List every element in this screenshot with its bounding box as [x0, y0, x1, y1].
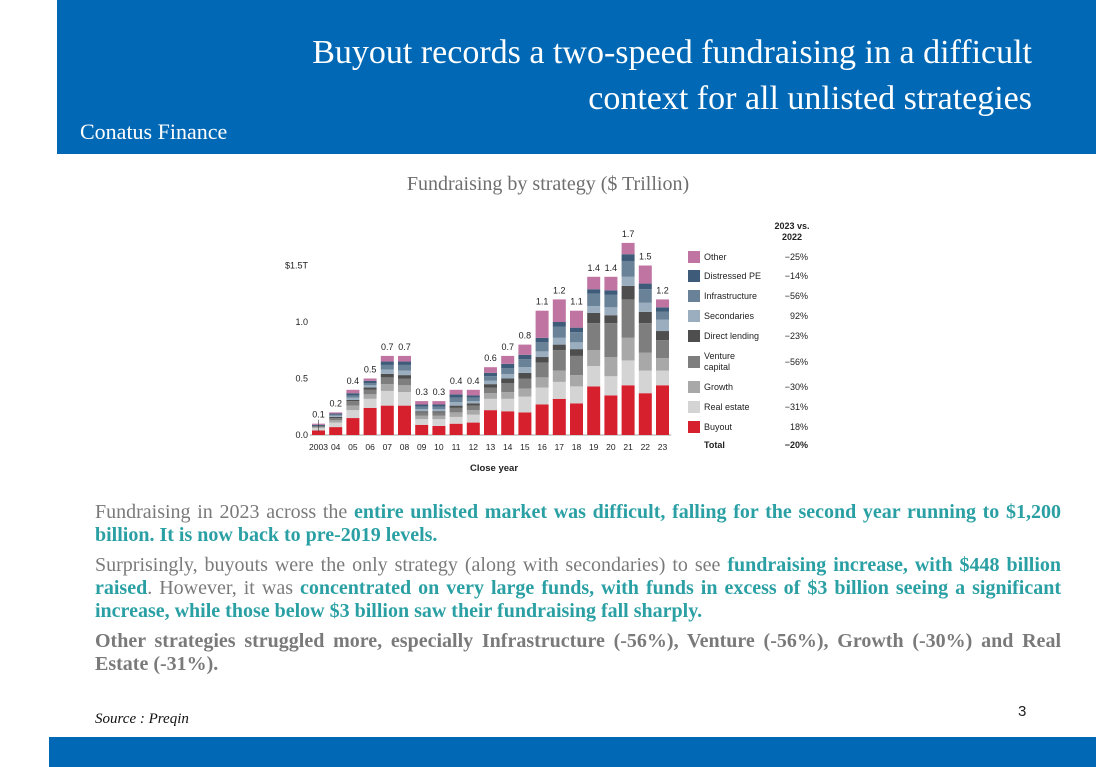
- bar-total-label: 1.1: [570, 296, 583, 307]
- bar-segment-venture-capital: [415, 412, 428, 415]
- bar-segment-direct-lending: [518, 373, 531, 379]
- bar-segment-venture-capital: [587, 323, 600, 350]
- bar-segment-buyout: [570, 403, 583, 435]
- bar-segment-other: [604, 277, 617, 291]
- bar-segment-secondaries: [604, 307, 617, 315]
- x-tick-label: 23: [657, 442, 668, 452]
- bar-segment-real-estate: [518, 397, 531, 413]
- bar-total-label: 0.3: [415, 387, 428, 398]
- slide-title: [172, 30, 1032, 122]
- bar-segment-buyout: [604, 395, 617, 435]
- bar-segment-infrastructure: [656, 312, 669, 320]
- bar-segment-venture-capital: [570, 356, 583, 375]
- bar-segment-direct-lending: [553, 345, 566, 351]
- bar-segment-other: [587, 277, 600, 289]
- bar-segment-buyout: [553, 399, 566, 435]
- bar-segment-other: [639, 266, 652, 284]
- legend-label: Infrastructure: [704, 291, 758, 301]
- bar-segment-growth: [518, 389, 531, 397]
- bar-segment-secondaries: [381, 369, 394, 374]
- bar-segment-real-estate: [656, 371, 669, 386]
- bar-segment-distressed-pe: [622, 254, 635, 261]
- bar-segment-secondaries: [518, 367, 531, 373]
- bar-segment-secondaries: [450, 402, 463, 405]
- bar-segment-growth: [604, 357, 617, 376]
- bar-segment-distressed-pe: [346, 393, 359, 395]
- bar-segment-venture-capital: [484, 388, 497, 394]
- y-tick-label: $1.5T: [284, 260, 308, 271]
- bar-segment-secondaries: [415, 409, 428, 411]
- bar-segment-infrastructure: [484, 376, 497, 381]
- p2-highlight-b: concentrated on very large funds, with funds in excess of $3 billion seeing a significant increase, while those below $3 billion saw their fundraising fall sharply.: [95, 577, 1061, 622]
- bar-segment-infrastructure: [518, 359, 531, 367]
- bar-total-label: 0.4: [346, 375, 360, 386]
- bar-segment-secondaries: [553, 338, 566, 345]
- bar-segment-infrastructure: [604, 295, 617, 307]
- bar-segment-venture-capital: [381, 377, 394, 384]
- bar-segment-direct-lending: [432, 411, 445, 412]
- bar-segment-distressed-pe: [381, 362, 394, 365]
- bar-segment-distressed-pe: [587, 289, 600, 294]
- paragraph-1: [95, 501, 1061, 547]
- bar-segment-other: [622, 243, 635, 254]
- x-tick-label: 14: [502, 442, 513, 452]
- bar-segment-other: [501, 356, 514, 364]
- bar-total-label: 0.7: [398, 341, 411, 352]
- legend-swatch: [688, 421, 700, 433]
- x-tick-label: 04: [330, 442, 341, 452]
- bar-segment-direct-lending: [587, 313, 600, 323]
- bar-segment-growth: [553, 371, 566, 382]
- bar-segment-other: [570, 311, 583, 328]
- bar-segment-direct-lending: [570, 349, 583, 356]
- p2-text-b: . However, it was: [147, 577, 300, 599]
- bar-segment-distressed-pe: [364, 381, 377, 383]
- bar-segment-secondaries: [346, 398, 359, 400]
- bar-segment-other: [656, 299, 669, 307]
- bar-segment-buyout: [467, 423, 480, 435]
- bar-segment-secondaries: [622, 277, 635, 286]
- bar-total-label: 1.2: [656, 285, 669, 296]
- bar-segment-real-estate: [604, 376, 617, 395]
- bar-segment-growth: [467, 410, 480, 415]
- bar-segment-buyout: [622, 385, 635, 435]
- bar-segment-direct-lending: [639, 312, 652, 323]
- x-tick-label: 20: [606, 442, 616, 452]
- y-tick-label: 0.0: [295, 430, 308, 440]
- bar-segment-buyout: [501, 411, 514, 435]
- bar-segment-growth: [346, 406, 359, 411]
- bar-segment-growth: [639, 353, 652, 371]
- bar-segment-other: [432, 401, 445, 404]
- legend-label: Venture: [704, 351, 736, 361]
- legend-swatch: [688, 330, 700, 342]
- bar-total-label: 0.7: [381, 341, 394, 352]
- bar-segment-secondaries: [432, 409, 445, 411]
- x-tick-label: 05: [348, 442, 358, 452]
- bar-segment-other: [329, 412, 342, 413]
- bar-segment-real-estate: [329, 423, 342, 428]
- bar-segment-distressed-pe: [398, 362, 411, 365]
- legend-swatch: [688, 270, 700, 282]
- bar-segment-venture-capital: [398, 379, 411, 386]
- bar-segment-distressed-pe: [656, 307, 669, 312]
- bar-segment-growth: [570, 375, 583, 386]
- bar-segment-secondaries: [329, 416, 342, 417]
- bar-segment-other: [346, 390, 359, 393]
- bar-segment-secondaries: [467, 401, 480, 403]
- chart-title: Fundraising by strategy ($ Trillion): [406, 173, 690, 195]
- x-tick-label: 09: [416, 442, 427, 452]
- legend-change: 92%: [789, 311, 808, 321]
- bar-segment-distressed-pe: [639, 284, 652, 290]
- bar-segment-buyout: [518, 412, 531, 435]
- bar-segment-venture-capital: [450, 408, 463, 413]
- legend-swatch: [688, 401, 700, 413]
- bar-segment-buyout: [450, 424, 463, 435]
- fundraising-chart: [270, 210, 840, 480]
- bar-segment-buyout: [484, 410, 497, 435]
- source-note: Source : Preqin: [95, 711, 189, 727]
- bar-total-label: 1.1: [535, 296, 549, 307]
- bar-segment-direct-lending: [467, 403, 480, 405]
- bar-segment-growth: [622, 338, 635, 361]
- bar-segment-distressed-pe: [570, 328, 583, 333]
- bar-segment-buyout: [587, 386, 600, 435]
- bar-segment-venture-capital: [346, 401, 359, 406]
- bar-segment-venture-capital: [364, 390, 377, 395]
- bar-segment-real-estate: [432, 419, 445, 426]
- bar-segment-real-estate: [467, 415, 480, 423]
- bar-segment-growth: [484, 393, 497, 399]
- bar-segment-venture-capital: [553, 350, 566, 370]
- bar-segment-distressed-pe: [604, 290, 617, 295]
- bar-segment-venture-capital: [622, 299, 635, 337]
- x-tick-label: 07: [382, 442, 393, 452]
- y-tick-label: 0.5: [295, 373, 308, 384]
- p2-text-a: Surprisingly, buyouts were the only strategy (along with secondaries) to see: [95, 554, 728, 576]
- bar-segment-direct-lending: [329, 417, 342, 418]
- bar-segment-real-estate: [536, 388, 549, 405]
- bar-segment-secondaries: [364, 385, 377, 387]
- bar-segment-real-estate: [587, 366, 600, 386]
- bar-segment-other: [415, 401, 428, 404]
- bar-segment-infrastructure: [364, 383, 377, 385]
- paragraph-2: [95, 554, 1061, 623]
- bar-segment-growth: [329, 420, 342, 422]
- bar-segment-venture-capital: [501, 383, 514, 392]
- bar-segment-secondaries: [398, 371, 411, 376]
- bar-segment-real-estate: [364, 399, 377, 408]
- bar-segment-infrastructure: [415, 407, 428, 409]
- bar-segment-venture-capital: [329, 418, 342, 420]
- paragraph-3: [95, 630, 1061, 676]
- bar-segment-distressed-pe: [450, 394, 463, 397]
- bar-segment-real-estate: [415, 419, 428, 425]
- bar-segment-secondaries: [536, 351, 549, 357]
- body-text: [95, 501, 1061, 683]
- bar-segment-secondaries: [587, 306, 600, 313]
- footer-bar: [49, 737, 1096, 767]
- bar-segment-distressed-pe: [432, 404, 445, 406]
- bar-segment-direct-lending: [381, 374, 394, 377]
- bar-total-label: 0.7: [501, 341, 514, 352]
- bar-segment-secondaries: [570, 342, 583, 349]
- y-tick-label: 1.0: [295, 317, 308, 327]
- x-tick-label: 16: [537, 442, 547, 452]
- bar-segment-real-estate: [639, 371, 652, 394]
- bar-total-label: 0.1: [312, 409, 325, 420]
- slide-title-line-1: Buyout records a two-speed fundraising in a difficult: [312, 34, 1032, 71]
- legend-label: Distressed PE: [704, 271, 762, 281]
- x-axis-title: Close year: [469, 463, 519, 474]
- legend-label: Buyout: [704, 422, 733, 432]
- bar-segment-secondaries: [484, 381, 497, 384]
- bar-segment-other: [450, 390, 463, 395]
- legend-swatch: [688, 310, 700, 322]
- bar-segment-other: [518, 345, 531, 355]
- bar-segment-growth: [364, 394, 377, 399]
- bar-segment-secondaries: [501, 374, 514, 379]
- bar-segment-infrastructure: [398, 365, 411, 371]
- bar-segment-infrastructure: [536, 342, 549, 351]
- bar-segment-buyout: [536, 404, 549, 435]
- p1-highlight: entire unlisted market was difficult, falling for the second year running to $1,200 billion. It is now back to pre-2019 levels.: [95, 501, 1061, 546]
- bar-segment-buyout: [432, 426, 445, 435]
- bar-total-label: 1.4: [604, 262, 618, 273]
- x-tick-label: 10: [434, 442, 444, 452]
- legend-change: −25%: [784, 252, 808, 262]
- legend-label: Other: [704, 252, 727, 262]
- bar-segment-growth: [415, 416, 428, 419]
- legend-change: −14%: [784, 271, 808, 281]
- x-tick-label: 21: [623, 442, 633, 452]
- bar-segment-infrastructure: [346, 395, 359, 397]
- bar-segment-growth: [501, 392, 514, 399]
- legend-label: Secondaries: [704, 311, 755, 321]
- x-tick-label: 15: [520, 442, 530, 452]
- legend-swatch: [688, 290, 700, 302]
- legend-change: −56%: [784, 291, 808, 301]
- bar-total-label: 0.4: [467, 375, 480, 386]
- bar-total-label: 0.6: [484, 353, 497, 364]
- p2-highlight-a: fundraising increase, with $448 billion raised: [95, 554, 1061, 599]
- bar-segment-buyout: [656, 385, 669, 435]
- bar-segment-venture-capital: [656, 340, 669, 358]
- x-tick-label: 2003: [309, 442, 328, 452]
- bar-total-label: 0.8: [518, 330, 532, 341]
- bar-segment-infrastructure: [622, 261, 635, 277]
- bar-segment-buyout: [364, 408, 377, 435]
- bar-segment-secondaries: [656, 320, 669, 331]
- bar-segment-direct-lending: [364, 388, 377, 390]
- bar-segment-real-estate: [553, 382, 566, 399]
- bar-segment-direct-lending: [501, 379, 514, 384]
- bar-total-label: 0.5: [363, 364, 377, 375]
- bar-total-label: 1.4: [587, 262, 600, 273]
- bar-segment-venture-capital: [467, 406, 480, 411]
- x-tick-label: 13: [485, 442, 496, 452]
- bar-segment-direct-lending: [604, 315, 617, 323]
- bar-segment-growth: [432, 416, 445, 419]
- bar-segment-distressed-pe: [501, 364, 514, 369]
- bar-segment-growth: [536, 377, 549, 387]
- bar-total-label: 0.2: [329, 398, 342, 409]
- bar-total-label: 0.4: [449, 375, 463, 386]
- legend-total-change: −20%: [784, 440, 808, 450]
- bar-segment-distressed-pe: [484, 373, 497, 376]
- bar-segment-direct-lending: [484, 384, 497, 387]
- bar-segment-infrastructure: [639, 289, 652, 303]
- bar-segment-infrastructure: [329, 415, 342, 416]
- bar-segment-buyout: [381, 406, 394, 435]
- bar-segment-other: [398, 356, 411, 362]
- legend-header-line-1: 2023 vs.: [774, 221, 810, 231]
- bar-segment-buyout: [398, 406, 411, 435]
- legend-change: 18%: [789, 422, 808, 432]
- legend-change: −56%: [784, 357, 808, 367]
- bar-segment-direct-lending: [398, 375, 411, 378]
- legend-change: −31%: [784, 402, 808, 412]
- bar-segment-direct-lending: [450, 406, 463, 408]
- bar-segment-buyout: [639, 393, 652, 435]
- p3-text: Other strategies struggled more, especially Infrastructure (-56%), Venture (-56%), Growth (-30%) and Real Estate (-31%).: [95, 630, 1061, 675]
- bar-segment-other: [553, 299, 566, 322]
- legend-label: capital: [704, 362, 731, 372]
- bar-segment-direct-lending: [656, 331, 669, 340]
- bar-segment-distressed-pe: [467, 395, 480, 397]
- x-tick-label: 19: [588, 442, 599, 452]
- bar-segment-distressed-pe: [329, 414, 342, 415]
- bar-segment-venture-capital: [518, 379, 531, 389]
- bar-segment-direct-lending: [346, 400, 359, 401]
- brand-name: Conatus Finance: [80, 119, 228, 144]
- bar-segment-infrastructure: [501, 368, 514, 374]
- x-tick-label: 06: [365, 442, 375, 452]
- bar-total-label: 1.2: [553, 285, 566, 296]
- bar-segment-other: [467, 390, 480, 396]
- legend-swatch: [688, 251, 700, 263]
- p1-text: Fundraising in 2023 across the: [95, 501, 354, 523]
- bar-segment-buyout: [329, 427, 342, 435]
- bar-segment-direct-lending: [415, 411, 428, 412]
- x-tick-label: 11: [451, 442, 461, 452]
- legend-swatch: [688, 356, 700, 368]
- legend-label: Growth: [704, 382, 734, 392]
- header-banner: [57, 0, 1096, 154]
- bar-segment-real-estate: [622, 360, 635, 385]
- x-tick-label: 18: [571, 442, 582, 452]
- bar-segment-real-estate: [570, 386, 583, 403]
- bar-segment-venture-capital: [432, 412, 445, 415]
- bar-segment-distressed-pe: [415, 404, 428, 406]
- bar-segment-growth: [450, 412, 463, 417]
- x-tick-label: 22: [640, 442, 651, 452]
- bar-segment-venture-capital: [639, 323, 652, 352]
- bar-segment-real-estate: [484, 399, 497, 410]
- x-tick-label: 08: [399, 442, 410, 452]
- legend-change: −30%: [784, 382, 808, 392]
- bar-segment-other: [536, 311, 549, 338]
- legend-change: −23%: [784, 331, 808, 341]
- legend-swatch: [688, 381, 700, 393]
- bar-segment-growth: [656, 358, 669, 370]
- bar-segment-venture-capital: [536, 363, 549, 378]
- slide-title-line-2: context for all unlisted strategies: [588, 80, 1032, 117]
- bar-segment-real-estate: [381, 391, 394, 406]
- bar-total-label: 1.7: [621, 228, 635, 239]
- page-number: 3: [1018, 703, 1027, 720]
- bar-segment-distressed-pe: [518, 355, 531, 360]
- legend-total-label: Total: [704, 440, 725, 450]
- bar-segment-infrastructure: [432, 407, 445, 409]
- bar-segment-other: [484, 367, 497, 373]
- bar-segment-infrastructure: [587, 294, 600, 306]
- bar-segment-direct-lending: [622, 286, 635, 300]
- bar-segment-growth: [381, 384, 394, 391]
- bar-segment-infrastructure: [553, 327, 566, 338]
- bar-total-label: 1.5: [639, 251, 652, 262]
- bar-segment-secondaries: [639, 303, 652, 312]
- bar-segment-other: [364, 379, 377, 381]
- legend-label: Real estate: [704, 402, 750, 412]
- bar-segment-real-estate: [346, 410, 359, 418]
- bar-segment-direct-lending: [536, 357, 549, 363]
- bar-total-label: 0.3: [432, 387, 446, 398]
- bar-segment-growth: [587, 350, 600, 366]
- bar-segment-venture-capital: [604, 323, 617, 357]
- bar-segment-growth: [398, 385, 411, 392]
- bar-segment-buyout: [346, 418, 359, 435]
- bar-segment-other: [381, 356, 394, 362]
- bar-segment-infrastructure: [570, 332, 583, 342]
- bar-segment-infrastructure: [381, 365, 394, 370]
- x-tick-label: 12: [468, 442, 479, 452]
- bar-segment-infrastructure: [450, 398, 463, 403]
- bar-segment-distressed-pe: [553, 322, 566, 327]
- x-tick-label: 17: [554, 442, 565, 452]
- bar-segment-infrastructure: [467, 398, 480, 401]
- bar-segment-buyout: [415, 425, 428, 435]
- bar-segment-real-estate: [501, 399, 514, 411]
- bar-segment-real-estate: [398, 392, 411, 406]
- legend-header-line-2: 2022: [781, 232, 803, 242]
- legend-label: Direct lending: [704, 331, 760, 341]
- bar-segment-real-estate: [450, 417, 463, 424]
- bar-segment-distressed-pe: [536, 338, 549, 343]
